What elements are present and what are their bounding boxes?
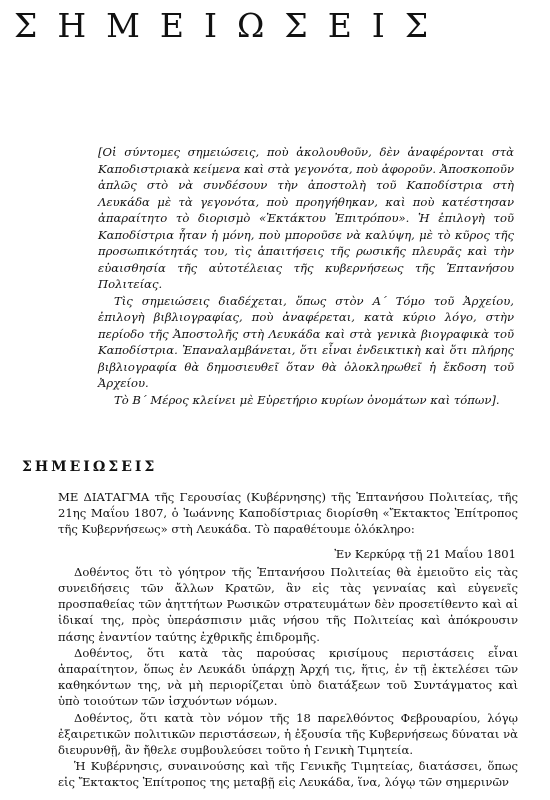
page-title: ΣΗΜΕΙΩΣΕΙΣ (14, 6, 449, 45)
notes-body (58, 489, 518, 791)
intro-paragraph: Τὸ Β΄ Μέρος κλείνει μὲ Εὑρετήριο κυρίων ὀνομάτων καὶ τόπων]. (114, 392, 500, 407)
decree-dateline: Ἐν Κερκύρᾳ τῇ 21 Μαΐου 1801 (334, 546, 516, 561)
intro-note (98, 144, 514, 408)
body-lead-paragraph: ΜΕ ΔΙΑΤΑΓΜΑ τῆς Γερουσίας (Κυβέρνησης) τῆς Ἑπτανήσου Πολιτείας, τῆς 21ης Μαΐου 1807, ὁ Ἰωάννης Καποδίστριας διορίσθη «Ἔκτακτος Ἐπίτροπος τῆς Κυβερνήσεως» στὴ Λευκάδα. Τὸ παραθέτουμε ὁλόκληρο: (58, 490, 518, 537)
body-paragraph: Δοθέντος, ὅτι κατὰ τὰς παρούσας κρισίμους περιστάσεις εἶναι ἀπαραίτητον, ὅπως ἐν Λευκάδι ὑπάρχῃ Ἀρχή τις, ἥτις, ἐν τῇ ἐκτελέσει τῶν καθηκόντων της, νὰ μὴ περιορίζεται ὑπὸ διατάξεων τοῦ Συντάγματος καὶ ὑπὸ τοιούτων τῶν ἰσχυόντων νόμων. (58, 645, 518, 709)
body-paragraph: Δοθέντος ὅτι τὸ γόητρον τῆς Ἑπτανήσου Πολιτείας θὰ ἐμειοῦτο εἰς τὰς συνειδήσεις τῶν ἄλλων Κρατῶν, ἂν εἰς τὰς γενναίας καὶ εὐγενεῖς προσπαθείας τῶν ἀηττήτων Ρωσικῶν στρατευμάτων δὲν προσετίθεντο καὶ αἱ ἰδικαί της, πρὸς ὑπεράσπισιν μιᾶς νήσου τῆς Πολιτείας καὶ ἀπόκρουσιν πάσης ἐναντίον ταύτης ἐχθρικῆς ἐπιδρομῆς. (58, 564, 518, 644)
body-paragraph: Δοθέντος, ὅτι κατὰ τὸν νόμον τῆς 18 παρελθόντος Φεβρουαρίου, λόγῳ ἐξαιρετικῶν πολιτικῶν περιστάσεων, ἡ ἐξουσία τῆς Κυβερνήσεως δύναται νὰ διευρυνθῇ, ἂν ἤθελε συμβουλεύσει τοῦτο ἡ Γενικὴ Τιμητεία. (58, 710, 518, 758)
intro-paragraph: Τὶς σημειώσεις διαδέχεται, ὅπως στὸν Α΄ Τόμο τοῦ Ἀρχείου, ἐπιλογὴ βιβλιογραφίας, ποὺ ἀναφέρεται, κατὰ κύριο λόγο, στὴν περίοδο τῆς Ἀποστολῆς στὴ Λευκάδα καὶ στὰ γενικὰ βιογραφικὰ τοῦ Καποδίστρια. Ἐπαναλαμβάνεται, ὅτι εἶναι ἐνδεικτικὴ καὶ ὅτι πλήρης βιβλιογραφία θὰ δημοσιευθεῖ ὅταν θὰ ὁλοκληρωθεῖ ἡ ἔκδοση τοῦ Ἀρχείου. (98, 293, 514, 390)
intro-paragraph: [Οἱ σύντομες σημειώσεις, ποὺ ἀκολουθοῦν, δὲν ἀναφέρονται στὰ Καποδιστριακὰ κείμενα καὶ στὰ γεγονότα, ποὺ ἀφοροῦν. Ἀποσκοποῦν ἁπλῶς στὸ νὰ συνδέσουν τὴν ἀποστολὴ τοῦ Καποδίστρια στὴ Λευκάδα μὲ τὰ γεγονότα, ποὺ προηγήθηκαν, καὶ ποὺ κατέστησαν ἀπαραίτητο τὸ διορισμὸ «Ἐκτάκτου Ἐπιτρόπου». Ἡ ἐπιλογὴ τοῦ Καποδίστρια ἦταν ἡ μόνη, ποὺ μποροῦσε νὰ καλύψη, μὲ τὸ κῦρος τῆς προσωπικότητάς του, τὶς ἀπαιτήσεις τῆς ρωσικῆς πλευρᾶς καὶ τὴν εὐαισθησία τῆς αὐτοτέλειας τῆς κυβερνήσεως τῆς Ἑπτανήσου Πολιτείας. (98, 145, 514, 291)
section-heading: ΣΗΜΕΙΩΣΕΙΣ (22, 459, 158, 475)
body-paragraph: Ἡ Κυβέρνησις, συναινούσης καὶ τῆς Γενικῆς Τιμητείας, διατάσσει, ὅπως εἰς Ἔκτακτος Ἐπίτροπος της μεταβῇ εἰς Λευκάδα, ἵνα, λόγῳ τῶν σημερινῶν (58, 759, 518, 790)
